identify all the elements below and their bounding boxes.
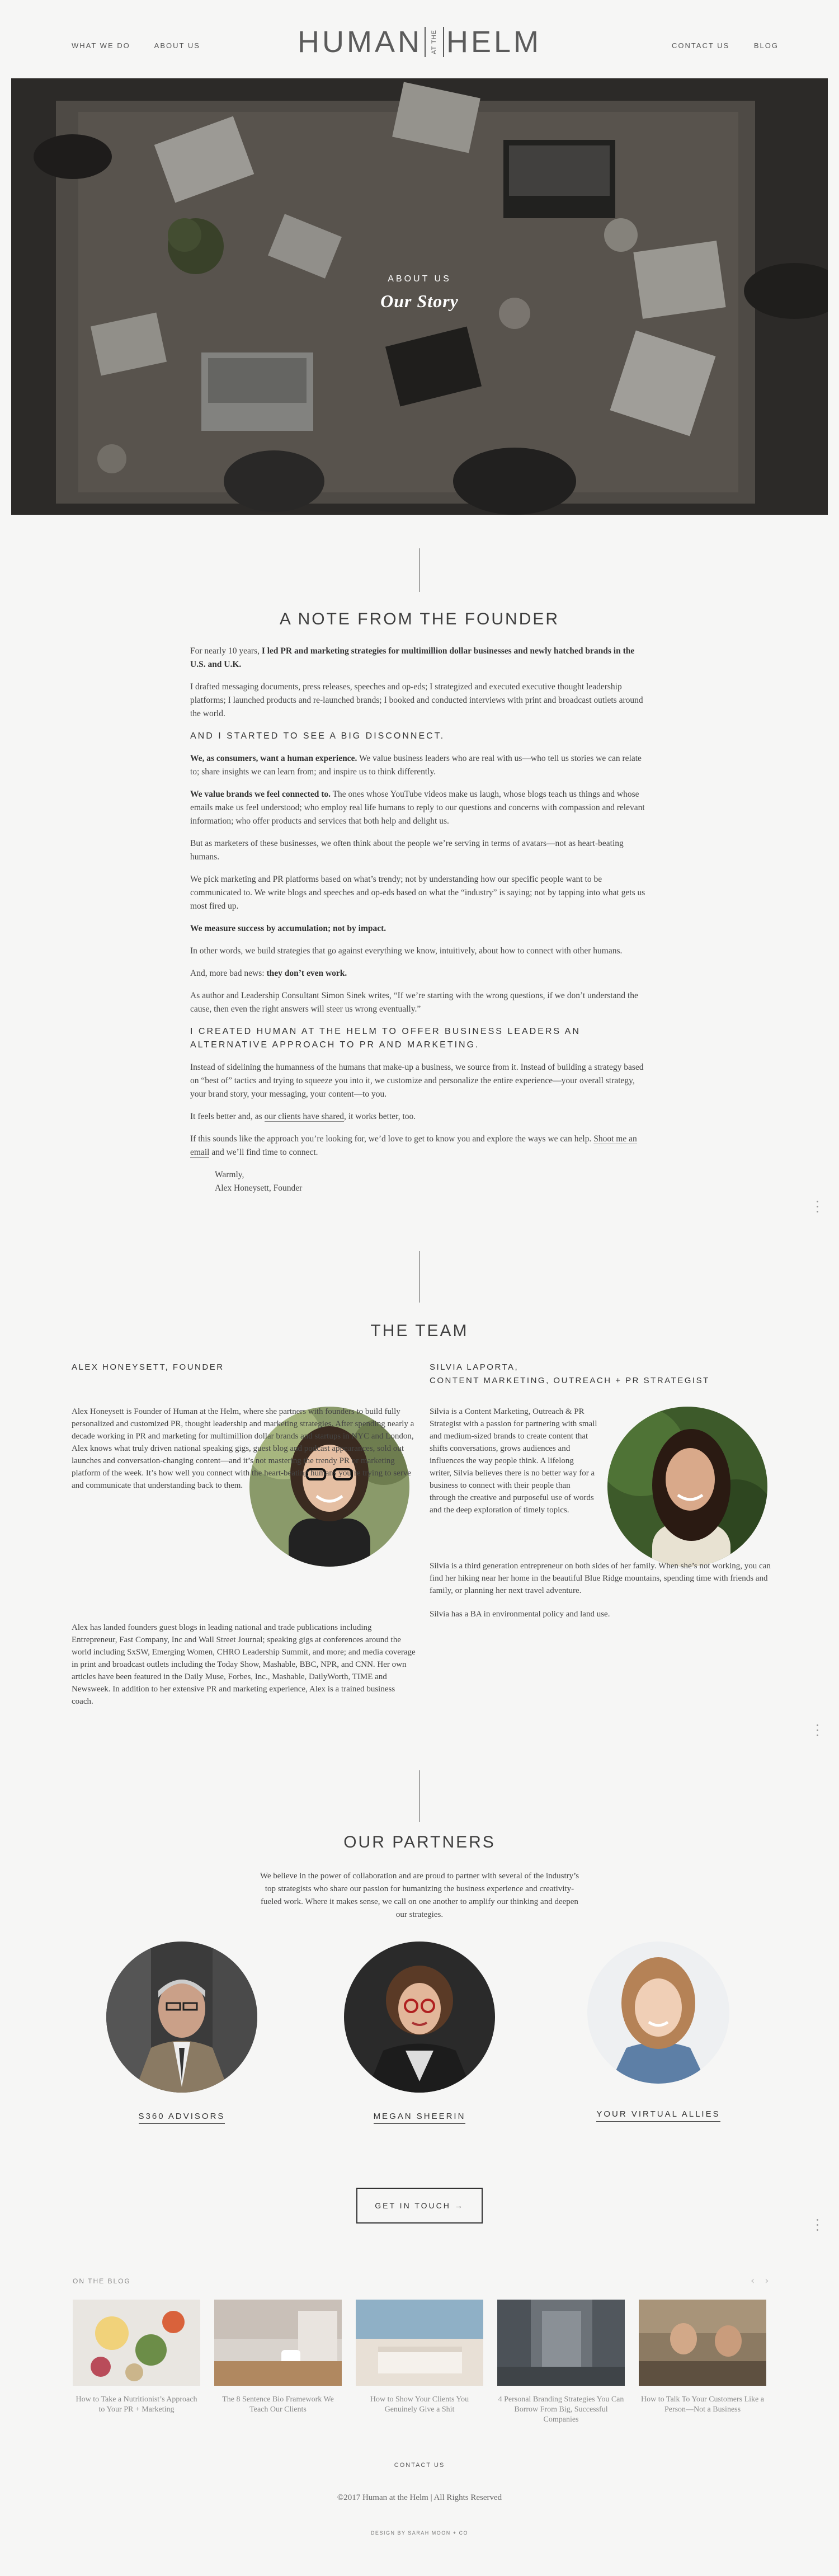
note-text: And, more bad news: — [190, 969, 267, 978]
blog-card-image[interactable] — [356, 2300, 483, 2386]
nav-about-us[interactable]: ABOUT US — [154, 41, 200, 50]
note-paragraph: We pick marketing and PR platforms based on what’s trendy; not by understanding how our specific people want to be communicated to. We write blogs and speeches and op-eds based on what the “industry” is saying; not by tapping into what gets us most fired up. — [190, 875, 645, 911]
bio-alex-part2 — [72, 1621, 418, 1719]
note-paragraph: But as marketers of these businesses, we often think about the people we’re serving in terms of avatars—not as heart-beating humans. — [190, 839, 624, 862]
blog-card[interactable] — [497, 2300, 625, 2425]
team-title: THE TEAM — [370, 1322, 469, 1340]
logo-word-left: HUMAN — [297, 25, 422, 59]
signature — [190, 1168, 649, 1195]
nav-contact-us[interactable]: CONTACT US — [671, 41, 730, 50]
note-paragraph — [190, 922, 649, 936]
site-logo[interactable] — [285, 25, 554, 59]
blog-card[interactable] — [73, 2300, 200, 2415]
blog-card-title[interactable]: How to Talk To Your Customers Like a Person—Not a Business — [641, 2395, 764, 2414]
note-bold: We measure success by accumulation; not by impact. — [190, 924, 386, 933]
note-subheading: I CREATED HUMAN AT THE HELM TO OFFER BUSINESS LEADERS AN ALTERNATIVE APPROACH TO PR AND MARKETING. — [190, 1027, 581, 1050]
blog-card-title[interactable]: 4 Personal Branding Strategies You Can Borrow From Big, Successful Companies — [498, 2395, 624, 2424]
hero-banner — [11, 78, 828, 515]
signature-name: Alex Honeysett, Founder — [215, 1183, 303, 1193]
note-bold: We value brands we feel connected to. — [190, 789, 331, 799]
note-bold: I led PR and marketing strategies for multimillion dollar businesses and newly hatched brands in the U.S. and U.K. — [190, 646, 635, 669]
partner-name-text[interactable]: YOUR VIRTUAL ALLIES — [596, 2109, 720, 2122]
partner-name-text[interactable]: MEGAN SHEERIN — [374, 2112, 466, 2124]
logo-divider — [443, 27, 444, 57]
note-paragraph — [190, 752, 649, 779]
nav-blog[interactable]: BLOG — [753, 41, 779, 50]
partner-name-text[interactable]: S360 ADVISORS — [139, 2112, 225, 2124]
member-heading-alex: ALEX HONEYSETT, FOUNDER — [72, 1362, 224, 1372]
blog-heading: ON THE BLOG — [73, 2277, 131, 2285]
bio-alex-paragraph-2: Alex has landed founders guest blogs in leading national and trade publications including Entrepreneur, Fast Company, Inc and Wall Street Journal; speaking gigs at conferences around the world including SxSW, Emerging Women, CHRO Leadership Summit, and more; and media coverage in print and broadcast outlets including the Today Show, Mashable, BBC, NPR, and CNN. Her own articles have been featured in the Daily Muse, Forbes, Inc., Mashable, DailyWorth, TIME and Newsweek. In addition to her extensive PR and marketing experience, Alex is a trained business coach. — [72, 1623, 416, 1706]
hero-kicker: ABOUT US — [388, 274, 451, 284]
note-paragraph — [190, 645, 649, 671]
logo-word-mid: AT THE — [430, 30, 437, 54]
logo-divider — [425, 27, 426, 57]
note-paragraph: Instead of sidelining the humanness of the humans that make-up a business, we source from it. Instead of building a strategy based on “best of” tactics and trying to squeeze you into it, we customize and personalize the entire experience—your overall strategy, your brand story, your messaging, your content—to you. — [190, 1063, 644, 1099]
chevron-right-icon[interactable]: › — [765, 2275, 769, 2287]
footer-contact-link[interactable]: CONTACT US — [394, 2462, 445, 2469]
note-text: The ones whose YouTube videos make us laugh, whose blogs teach us things and whose emails make us feel understood; who employ real life humans to reply to our questions and concerns with compassion and relevant information; who offer products and services that both help and delight us. — [190, 789, 645, 826]
blog-card[interactable] — [639, 2300, 766, 2415]
note-title: A NOTE FROM THE FOUNDER — [279, 610, 560, 628]
scroll-dots[interactable] — [816, 2219, 819, 2231]
nav-left — [72, 41, 221, 50]
bio-silvia-paragraph-3: Silvia has a BA in environmental policy and land use. — [430, 1610, 610, 1619]
footer-design-credit[interactable]: DESIGN BY SARAH MOON + CO — [370, 2530, 469, 2536]
get-in-touch-button[interactable]: GET IN TOUCH → — [356, 2188, 483, 2224]
signature-sign-off: Warmly, — [215, 1170, 244, 1179]
blog-carousel-controls — [741, 2275, 769, 2287]
note-text: If this sounds like the approach you’re looking for, we’d love to get to know you and explore the ways we can help. — [190, 1134, 594, 1144]
note-text: and we’ll find time to connect. — [209, 1148, 318, 1157]
partner-photo-megan[interactable] — [344, 1942, 495, 2093]
chevron-left-icon[interactable]: ‹ — [751, 2275, 755, 2287]
blog-card-title[interactable]: How to Take a Nutritionist’s Approach to Your PR + Marketing — [76, 2395, 197, 2414]
member-name: SILVIA LAPORTA, — [430, 1362, 519, 1372]
site-header — [0, 0, 839, 78]
scroll-dots[interactable] — [816, 1201, 819, 1212]
blog-card-title[interactable]: How to Show Your Clients You Genuinely Give a Shit — [370, 2395, 469, 2414]
partners-title: OUR PARTNERS — [343, 1833, 496, 1851]
partners-intro: We believe in the power of collaboration and are proud to partner with several of the industry’s top strategists who share our passion for humanizing the business experience and creativity-fueled work. Where it makes sense, we call on one another to amplify our thinking and deepen our strategies. — [260, 1872, 579, 1919]
nav-what-we-do[interactable]: WHAT WE DO — [72, 41, 130, 50]
blog-card-title[interactable]: The 8 Sentence Bio Framework We Teach Our Clients — [222, 2395, 334, 2414]
note-text: We value business leaders who are real with us—who tell us stories we can relate to; share insights we can learn from; and inspire us to think differently. — [190, 754, 642, 777]
note-bold: they don’t even work. — [266, 969, 347, 978]
blog-card[interactable] — [214, 2300, 342, 2415]
note-bold: We, as consumers, want a human experience. — [190, 754, 357, 763]
note-paragraph — [190, 967, 649, 980]
footer-copyright: ©2017 Human at the Helm | All Rights Reserved — [337, 2493, 502, 2502]
scroll-dots[interactable] — [816, 1724, 819, 1736]
blog-card-image[interactable] — [497, 2300, 625, 2386]
bio-alex-paragraph-1: Alex Honeysett is Founder of Human at the Helm, where she partners with founders to build fully personalized and customized PR, thought leadership and marketing strategies. After spending nearly a decade working in PR and marketing for multimillion dollar brands and startups in NYC and London, Alex knows what truly driven national speaking gigs, guest blog and podcast appearances, sold out launches and conversation-changing content—and it’s not mastering the trendy PR or marketing platform of the week. It’s how well you connect with the heart-beating humans you’re trying to serve and communicate that understanding back to them. — [72, 1407, 414, 1490]
avatar-silvia — [607, 1407, 767, 1567]
partner-name-virtual-allies[interactable] — [566, 2109, 751, 2119]
note-text: For nearly 10 years, — [190, 646, 262, 656]
partner-photo-s360[interactable] — [106, 1942, 257, 2093]
note-paragraph — [190, 788, 649, 828]
bio-silvia-paragraph-1: Silvia is a Content Marketing, Outreach & PR Strategist with a passion for partnering with small and medium-sized brands to create content that shifts conversations, grows audiences and influences the way people think. A lifelong writer, Silvia believes there is no better way for a business to connect with their people than through the creative and purposeful use of words and the deep exploration of timely topics. — [430, 1407, 597, 1515]
partner-name-s360[interactable] — [89, 2112, 274, 2121]
logo-word-right: HELM — [446, 25, 542, 59]
note-paragraph — [190, 1132, 649, 1159]
blog-card-image[interactable] — [73, 2300, 200, 2386]
partner-name-megan[interactable] — [327, 2112, 512, 2121]
note-paragraph: I drafted messaging documents, press releases, speeches and op-eds; I strategized and executed executive thought leadership platforms; I launched products and re-launched brands; I booked and conducted interviews with print and broadcast outlets around the world. — [190, 682, 643, 718]
bio-silvia-more — [430, 1560, 771, 1632]
hero-title: Our Story — [380, 291, 459, 311]
note-paragraph — [190, 1110, 649, 1124]
note-paragraph: In other words, we build strategies that go against everything we know, intuitively, about how to connect with other humans. — [190, 946, 623, 956]
member-role: CONTENT MARKETING, OUTREACH + PR STRATEGIST — [430, 1376, 710, 1385]
note-text: It feels better and, as — [190, 1112, 265, 1121]
nav-right — [651, 41, 779, 50]
partner-photo-virtual-allies[interactable] — [587, 1942, 729, 2084]
blog-card[interactable] — [356, 2300, 483, 2415]
blog-card-image[interactable] — [214, 2300, 342, 2386]
hero-text — [11, 274, 828, 312]
bio-alex-part1 — [72, 1405, 414, 1503]
blog-card-image[interactable] — [639, 2300, 766, 2386]
email-link[interactable]: Shoot me an email — [190, 1134, 637, 1157]
member-heading-silvia — [430, 1361, 710, 1388]
founder-note — [190, 645, 649, 1195]
clients-shared-link[interactable]: our clients have shared — [264, 1112, 345, 1121]
bio-silvia — [430, 1405, 597, 1527]
note-subheading: AND I STARTED TO SEE A BIG DISCONNECT. — [190, 731, 445, 741]
bio-silvia-paragraph-2: Silvia is a third generation entrepreneur on both sides of her family. When she’s not working, you can find her hiking near her home in the beautiful Blue Ridge mountains, spending time with friends and family, or planning her next travel adventure. — [430, 1562, 771, 1595]
note-text: , it works better, too. — [344, 1112, 416, 1121]
note-paragraph: As author and Leadership Consultant Simon Sinek writes, “If we’re starting with the wrong questions, if we don’t understand the cause, then even the right answers will steer us wrong eventually.” — [190, 991, 638, 1014]
